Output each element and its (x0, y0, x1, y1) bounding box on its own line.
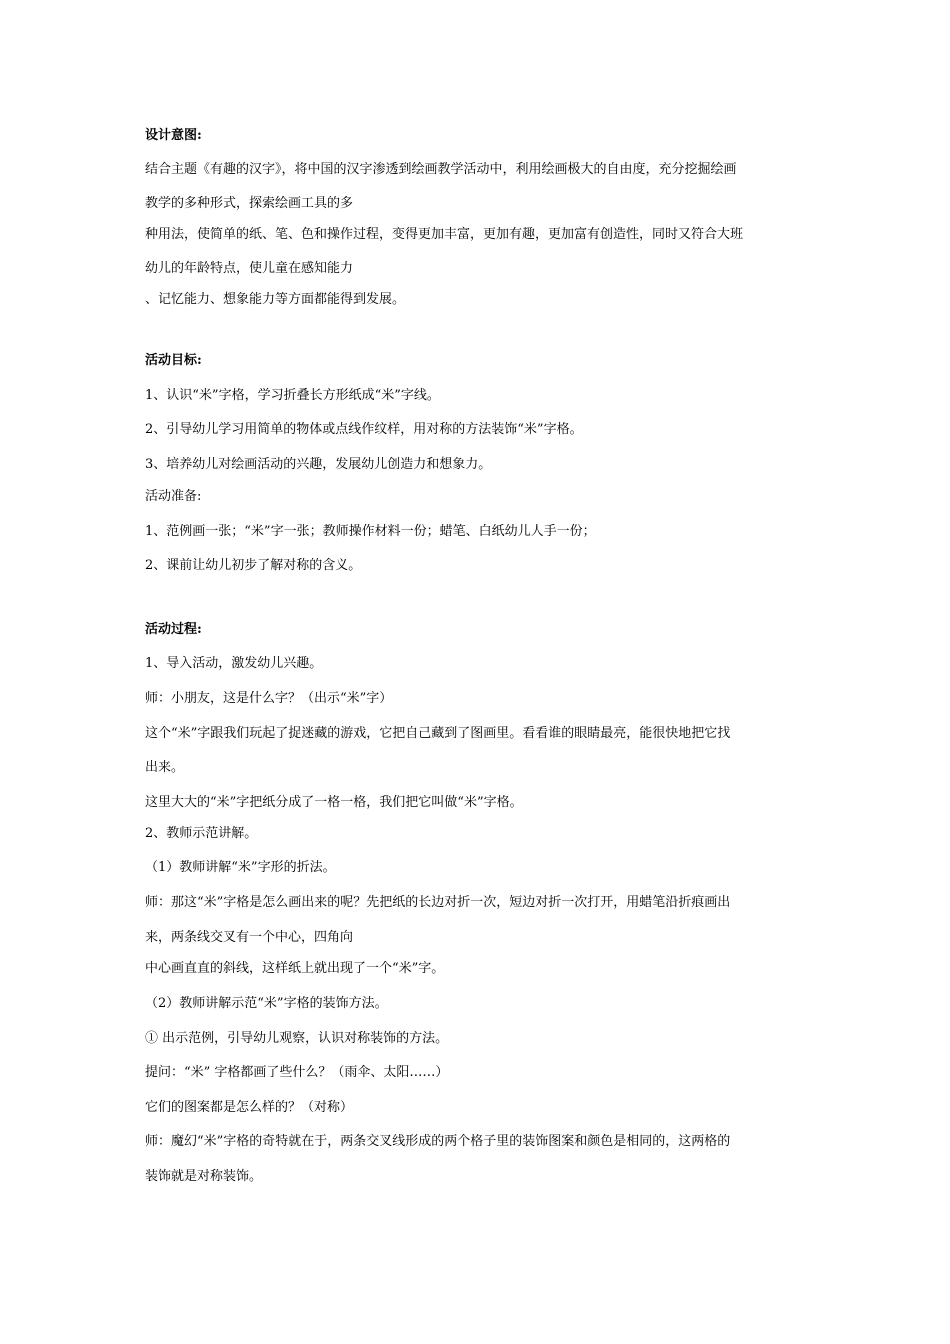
design-intent-line: 幼儿的年龄特点，使儿童在感知能力 (145, 261, 354, 276)
design-intent-line: 结合主题《有趣的汉字》，将中国的汉字渗透到绘画教学活动中，利用绘画极大的自由度，充分挖掘绘画 (145, 162, 737, 177)
process-line: 这个“米”字跟我们玩起了捉迷藏的游戏，它把自己藏到了图画里。看看谁的眼睛最亮，能很快地把它找 (145, 726, 731, 741)
process-line: 提问：“米” 字格都画了些什么？（雨伞、太阳……） (145, 1065, 449, 1080)
design-intent-line: 、记忆能力、想象能力等方面都能得到发展。 (145, 292, 406, 307)
process-line: 师：那这“米”字格是怎么画出来的呢？先把纸的长边对折一次，短边对折一次打开，用蜡笔沿折痕画出 (145, 895, 731, 910)
preparation-line: 1、范例画一张；“米”字一张；教师操作材料一份；蜡笔、白纸幼儿人手一份； (145, 524, 596, 539)
process-line: （1）教师讲解“米”字形的折法。 (145, 860, 336, 875)
preparation-line: 2、课前让幼儿初步了解对称的含义。 (145, 558, 362, 573)
process-line: 它们的图案都是怎么样的？（对称） (145, 1100, 354, 1115)
preparation-heading: 活动准备: (145, 489, 202, 504)
process-line: 这里大大的“米”字把纸分成了一格一格，我们把它叫做“米”字格。 (145, 795, 523, 810)
process-line: 1、导入活动，激发幼儿兴趣。 (145, 656, 323, 671)
design-intent-line: 种用法，使简单的纸、笔、色和操作过程，变得更加丰富，更加有趣，更加富有创造性，同时又符合大班 (145, 227, 744, 242)
goals-line: 1、认识“米”字格，学习折叠长方形纸成“米”字线。 (145, 388, 440, 403)
process-line: 中心画直直的斜线，这样纸上就出现了一个“米”字。 (145, 961, 445, 976)
goals-line: 2、引导幼儿学习用简单的物体或点线作纹样，用对称的方法装饰“米”字格。 (145, 422, 583, 437)
process-line: 出来。 (145, 760, 185, 775)
process-line: 师：小朋友，这是什么字？（出示“米”字） (145, 691, 393, 706)
goals-line: 3、培养幼儿对绘画活动的兴趣，发展幼儿创造力和想象力。 (145, 457, 492, 472)
goals-heading: 活动目标: (145, 353, 202, 368)
process-line: ① 出示范例，引导幼儿观察，认识对称装饰的方法。 (145, 1031, 449, 1046)
process-heading: 活动过程: (145, 622, 202, 637)
process-line: （2）教师讲解示范“米”字格的装饰方法。 (145, 996, 388, 1011)
process-line: 来，两条线交叉有一个中心，四角向 (145, 930, 354, 945)
design-intent-line: 教学的多种形式，探索绘画工具的多 (145, 196, 354, 211)
process-line: 师：魔幻“米”字格的奇特就在于，两条交叉线形成的两个格子里的装饰图案和颜色是相同的，这两格的 (145, 1134, 731, 1149)
process-line: 2、教师示范讲解。 (145, 826, 258, 841)
process-line: 装饰就是对称装饰。 (145, 1169, 263, 1184)
design-intent-heading: 设计意图: (145, 128, 202, 143)
